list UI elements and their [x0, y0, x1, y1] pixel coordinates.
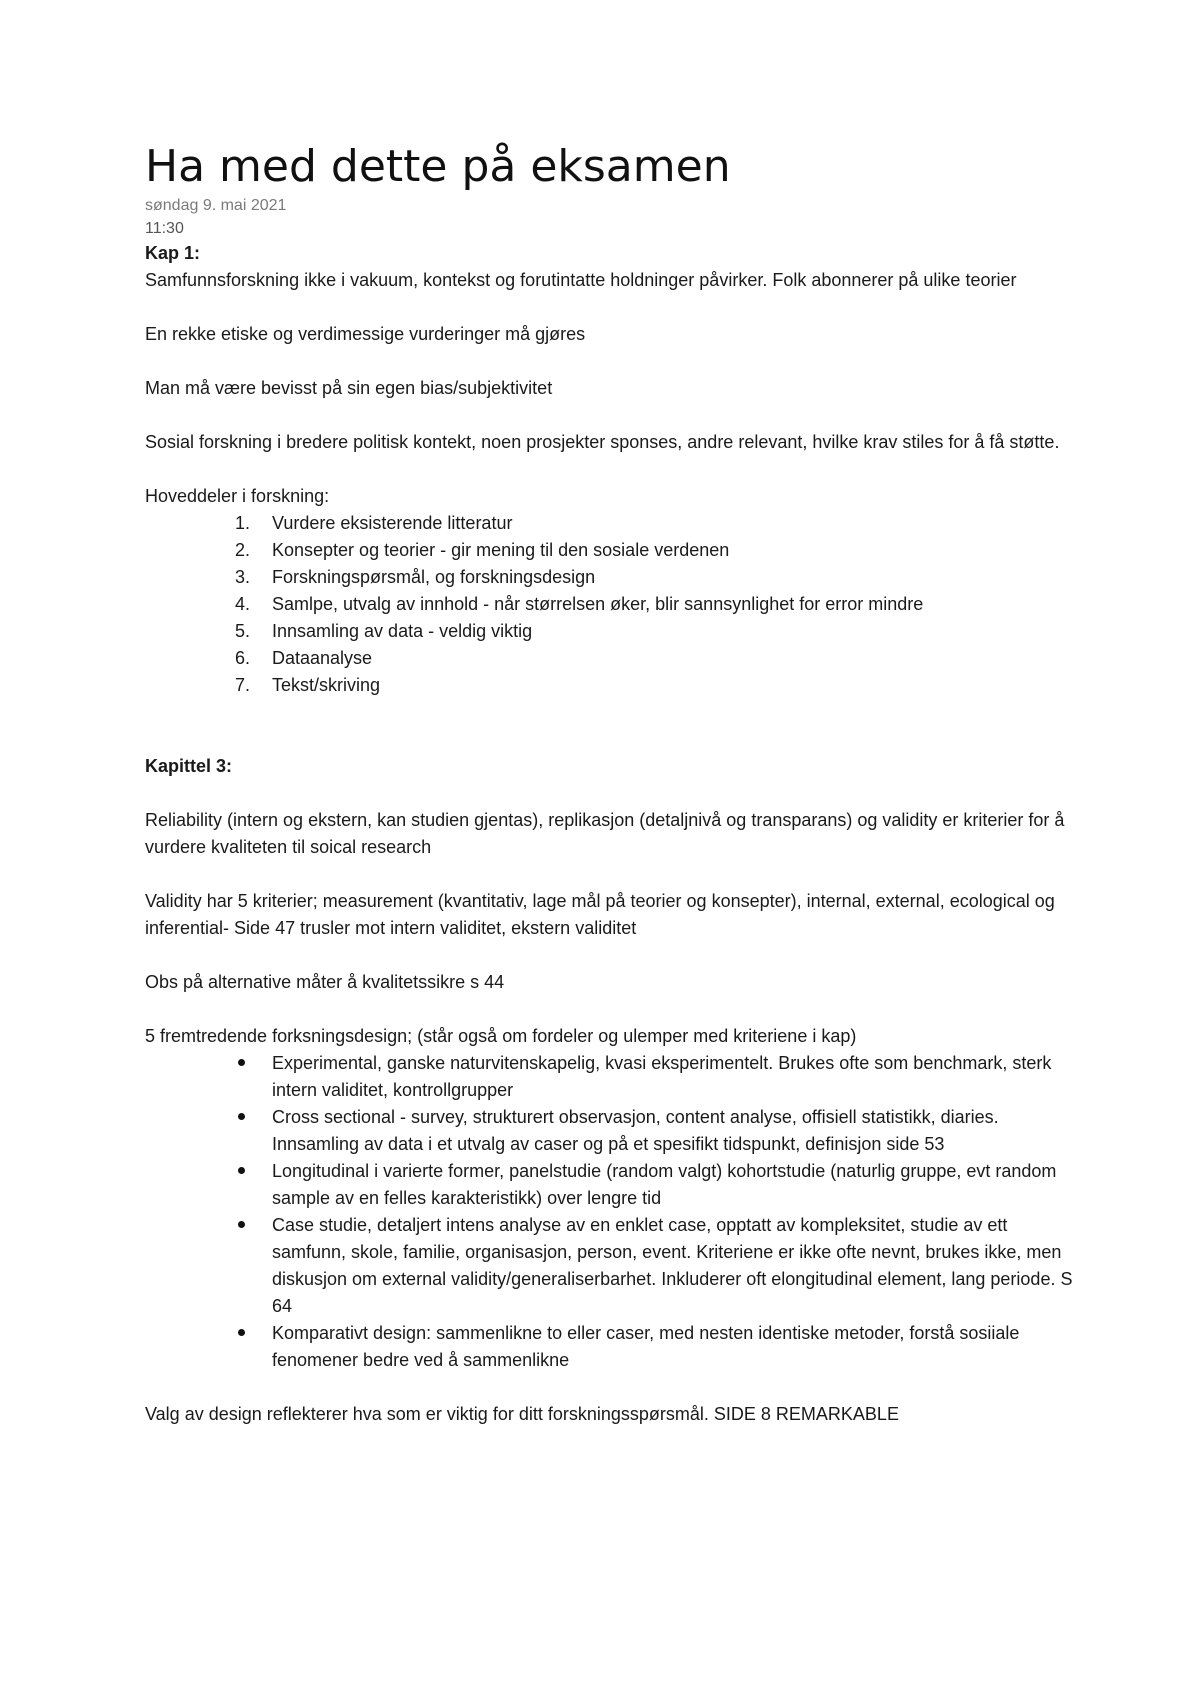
bullet-icon [238, 1329, 245, 1336]
kap1-numbered-list [145, 510, 1075, 699]
list-item [145, 1050, 1075, 1104]
bullet-icon [238, 1221, 245, 1228]
kap3-paragraph-2: Validity har 5 kriterier; measurement (kvantitativ, lage mål på teorier og konsepter), internal, external, ecological og inferential- Side 47 trusler mot intern validitet, ekstern validitet [145, 891, 1055, 938]
list-number: 4. [235, 594, 251, 614]
date-stamp: søndag 9. mai 2021 [145, 197, 287, 214]
kap3-heading: Kapittel 3: [145, 756, 233, 776]
list-item [145, 645, 1075, 672]
list-number: 6. [235, 648, 251, 668]
list-text: Experimental, ganske naturvitenskapelig, kvasi eksperimentelt. Brukes ofte som benchmark, sterk intern validitet, kontrollgrupper [272, 1053, 1052, 1100]
list-text: Forskningspørsmål, og forskningsdesign [272, 567, 596, 587]
kap1-heading: Kap 1: [145, 243, 201, 263]
list-text: Vurdere eksisterende litteratur [272, 513, 513, 533]
document-content [145, 140, 1075, 1428]
kap3-bullet-list [145, 1050, 1075, 1374]
list-text: Innsamling av data - veldig viktig [272, 621, 533, 641]
list-item [145, 1212, 1075, 1320]
list-number: 3. [235, 567, 251, 587]
list-number: 5. [235, 621, 251, 641]
list-text: Komparativt design: sammenlikne to eller caser, med nesten identiske metoder, forstå sosiiale fenomener bedre ved å sammenlikne [272, 1323, 1020, 1370]
bullet-icon [238, 1167, 245, 1174]
list-text: Dataanalyse [272, 648, 373, 668]
list-text: Tekst/skriving [272, 675, 381, 695]
list-item [145, 510, 1075, 537]
bullet-icon [238, 1113, 245, 1120]
list-item [145, 537, 1075, 564]
kap1-list-intro: Hoveddeler i forskning: [145, 486, 330, 506]
kap1-paragraph-2: En rekke etiske og verdimessige vurderinger må gjøres [145, 324, 586, 344]
list-item [145, 1320, 1075, 1374]
list-text: Konsepter og teorier - gir mening til den sosiale verdenen [272, 540, 730, 560]
list-text: Samlpe, utvalg av innhold - når størrelsen øker, blir sannsynlighet for error mindre [272, 594, 924, 614]
list-item [145, 1104, 1075, 1158]
list-number: 7. [235, 675, 251, 695]
kap3-closing: Valg av design reflekterer hva som er viktig for ditt forskningsspørsmål. SIDE 8 REMARKABLE [145, 1404, 899, 1424]
list-item [145, 591, 1075, 618]
list-number: 1. [235, 513, 251, 533]
page-title: Ha med dette på eksamen [145, 141, 731, 192]
list-number: 2. [235, 540, 251, 560]
kap3-list-intro: 5 fremtredende forksningsdesign; (står også om fordeler og ulemper med kriteriene i kap) [145, 1026, 857, 1046]
list-text: Cross sectional - survey, strukturert observasjon, content analyse, offisiell statistikk, diaries. Innsamling av data i et utvalg av caser og på et spesifikt tidspunkt, definisjon side 53 [272, 1107, 999, 1154]
list-text: Case studie, detaljert intens analyse av en enklet case, opptatt av kompleksitet, studie av ett samfunn, skole, familie, organisasjon, person, event. Kriteriene er ikke ofte nevnt, brukes ikke, men diskusjon om external validity/generaliserbarhet. Inkluderer oft elongitudinal element, lang periode. S 64 [272, 1215, 1073, 1316]
list-item [145, 564, 1075, 591]
bullet-icon [238, 1059, 245, 1066]
list-item [145, 618, 1075, 645]
kap1-paragraph-3: Man må være bevisst på sin egen bias/subjektivitet [145, 378, 553, 398]
kap1-paragraph-4: Sosial forskning i bredere politisk kontekt, noen prosjekter sponses, andre relevant, hvilke krav stiles for å få støtte. [145, 432, 1060, 452]
time-stamp: 11:30 [145, 220, 184, 237]
list-item [145, 672, 1075, 699]
kap1-paragraph-1: Samfunnsforskning ikke i vakuum, kontekst og forutintatte holdninger påvirker. Folk abonnerer på ulike teorier [145, 270, 1017, 290]
kap3-paragraph-3: Obs på alternative måter å kvalitetssikre s 44 [145, 972, 505, 992]
list-item [145, 1158, 1075, 1212]
list-text: Longitudinal i varierte former, panelstudie (random valgt) kohortstudie (naturlig gruppe, evt random sample av en felles karakteristikk) over lengre tid [272, 1161, 1057, 1208]
kap3-paragraph-1: Reliability (intern og ekstern, kan studien gjentas), replikasjon (detaljnivå og transparans) og validity er kriterier for å vurdere kvaliteten til soical research [145, 810, 1065, 857]
